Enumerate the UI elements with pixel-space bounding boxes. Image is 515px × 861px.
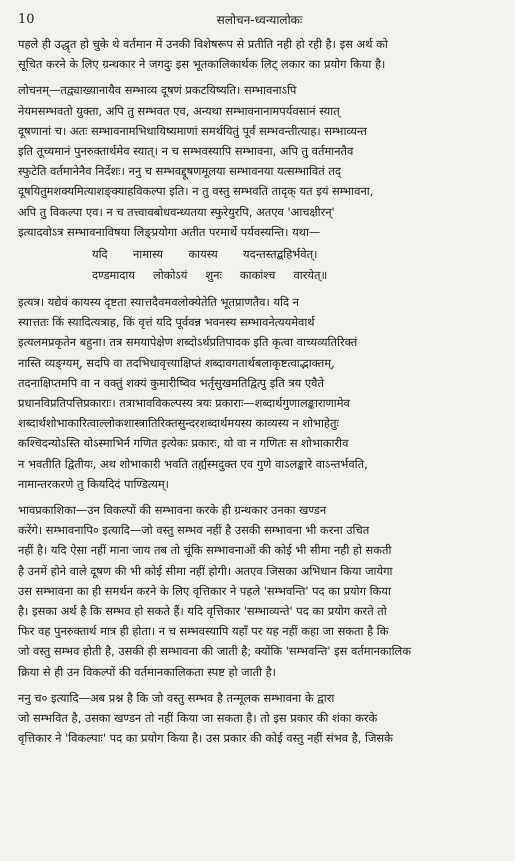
text-line: करेंगे। सम्भावनापि० इत्यादि—जो वस्तु सम्भव नहीं है उसकी सम्भावना भी करना उचित xyxy=(18,523,370,538)
text-line: है। इसका अर्थ है कि सम्भव हो सकते हैं। यदि वृत्तिकार 'सम्भाव्यन्ते' पद का प्रयोग करते तो xyxy=(18,604,387,619)
text-line: प्रधानविप्रतिपत्तिप्रकाराः। तत्राभावविकल्पस्य त्रयः प्रकाराः—शब्दार्थगुणालङ्काराणामेव xyxy=(18,396,350,411)
page-header xyxy=(18,8,501,30)
text-line: दण्डमादाय लोकोऽयं शुनः काकांश्च वारयेत्॥ xyxy=(92,268,328,283)
text-line: जो वस्तु सम्भव होती है, उसकी ही सम्भावना की जाती है; क्योंकि 'सम्भवन्ति' इस वर्तमानकालिक xyxy=(18,644,412,659)
text-line: है उनमें होने वाले दूषण की भी कोई सीमा नहीं होगी। अतएव जिसका अभिधान किया जायेगा xyxy=(18,563,393,578)
text-line: शब्दार्थशोभाकारित्वाल्लोकशास्त्रातिरिक्तसुन्दरशब्दार्थमयस्य काव्यस्य न शोभाहेतुः xyxy=(18,416,339,431)
text-line: इत्यत्र। यद्येवं कायस्य दृष्टता स्यात्तदैवमवलोक्येतेति भूतप्राणतैव। यदि न xyxy=(18,295,299,310)
text-line: क्रिया से ही उन विकल्पों की वर्तमानकालिकता स्पष्ट हो जाती है। xyxy=(18,664,276,679)
text-line: इत्यलमप्रकृतेन बहुना। तत्र समयापेक्षेण शब्दोऽर्थप्रतिपादक इति कृत्वा वाच्यव्यतिरिक्तं xyxy=(18,335,358,350)
text-line: न भवतीति द्वितीयः, अथ शोभाकारी भवति तर्ह्यस्मदुक्त एव गुणे वाऽलङ्कारे वाऽन्तर्भवति, xyxy=(18,456,368,471)
nanu-paragraph xyxy=(18,688,501,749)
verse-quotation xyxy=(92,244,501,286)
text-line: दूषयितुमशक्यमित्याशङ्क्याहविकल्पा इति। न तु वस्तु सम्भवति तादृक् यत इयं सम्भावना, xyxy=(18,184,374,199)
text-line: फिर वह पुनरुक्तार्थ मात्र ही होता। न च सम्भवस्यापि यहाँ पर यह नहीं कहा जा सकता है कि xyxy=(18,624,389,639)
text-line: भावप्रकाशिका—उन विकल्पों की सम्भावना करके ही ग्रन्थकार उनका खण्डन xyxy=(18,503,327,518)
intro-paragraph xyxy=(18,34,501,74)
text-line: ननु च० इत्यादि—अब प्रश्न है कि जो वस्तु सम्भव है तन्मूलक सम्भावना के द्वारा xyxy=(18,690,335,705)
text-line: स्यात्ततः किं स्यादित्यत्राह, किं वृत्तं यदि पूर्ववन्न भवनस्य सम्भावनेत्ययमेवार्थ xyxy=(18,315,315,330)
text-line: सूचित करने के लिए ग्रन्थकार ने जगदुः इस भूतकालिकार्थक लिट् लकार का प्रयोग किया है। xyxy=(18,57,386,72)
text-line: उस सम्भावना का ही समर्थन करने के लिए वृत्तिकार ने पहले 'सम्भवन्ति' पद का प्रयोग किया xyxy=(18,583,391,598)
text-line: पहले ही उद्धृत हो चुके थे वर्तमान में उनकी विशेषरूप से प्रतीति नही हो रही है। इस अर्थ को xyxy=(18,37,388,51)
text-line: यदि नामास्य कायस्य यदन्तस्तद्बहिर्भवेत्। xyxy=(92,247,318,262)
text-line: इति तूच्यमानं पुनरुक्तार्थमेव स्यात्। न च सम्भवस्यापि सम्भावना, अपि तु वर्तमानतैव xyxy=(18,144,354,159)
text-line: स्फुटेति वर्तमानेनैव निर्देशः। ननु च सम्भवद्दूषणमूलया सम्भावनया यत्सम्भावितं तद् xyxy=(18,164,341,179)
text-line: नास्ति व्यङ्ग्यम्, सदपि वा तदभिधावृत्त्याक्षिप्तं शब्दावगतार्थबलाकृष्टत्वाद्भाक्तम्, xyxy=(18,355,335,370)
text-line: लोचनम्—तद्व्याख्यानायैव सम्भाव्य दूषणं प्रकटयिष्यति। सम्भावनाऽपि xyxy=(18,83,297,98)
text-line: नामान्तरकरणे तु कियदिदं पाण्डित्यम्। xyxy=(18,476,169,491)
text-line: नहीं है। यदि ऐसा नहीं माना जाय तब तो चूंकि सम्भावनाओं की कोई भी सीमा नही हो सकती xyxy=(18,543,392,558)
text-line: जो सम्भवित है, उसका खण्डन तो नहीं किया जा सकता है। तो इस प्रकार की शंका करके xyxy=(18,711,378,726)
running-title: सलोचन-ध्वन्यालोकः xyxy=(216,13,303,27)
text-line: तदनाक्षिप्तमपि वा न वक्तुं शक्यं कुमारीष्विव भर्तृसुखमतिद्वित्पु इति त्रय एवैते xyxy=(18,375,325,390)
page-number: 10 xyxy=(18,12,35,27)
text-line: नेयमसम्भवतो युक्ता, अपि तु सम्भवत एव, अन्यथा सम्भावनानामपर्यवसानं स्यात् xyxy=(18,103,340,118)
text-line: इत्यादवोऽत्र सम्भावनाविषया लिङ्प्रयोगा अतीत परमार्थे पर्यवस्यन्ति। यथा— xyxy=(18,224,321,239)
bhavaprakashika-paragraph xyxy=(18,500,501,682)
lochana-paragraph xyxy=(18,80,501,242)
text-line: कश्चिदन्योऽस्ति योऽस्माभिर्न गणित इत्येकः प्रकारः, यो वा न गणितः स शोभाकारीव xyxy=(18,436,349,451)
text-line: दूषणानां च। अतः सम्भावनामभिधायिष्यमाणां समर्थयितुं पूर्वं सम्भवन्तीत्याह। सम्भाव्यन्त xyxy=(18,123,367,138)
text-line: अपि तु विकल्पा एव। न च तत्त्वावबोधवन्ध्यतया स्फुरेयुरपि, अतएव 'आचक्षीरन्' xyxy=(18,204,335,219)
commentary-paragraph xyxy=(18,292,501,494)
text-line: वृत्तिकार ने 'विकल्पाः' पद का प्रयोग किया है। उस प्रकार की कोई वस्तु नहीं संभव है, जिसके xyxy=(18,731,393,746)
